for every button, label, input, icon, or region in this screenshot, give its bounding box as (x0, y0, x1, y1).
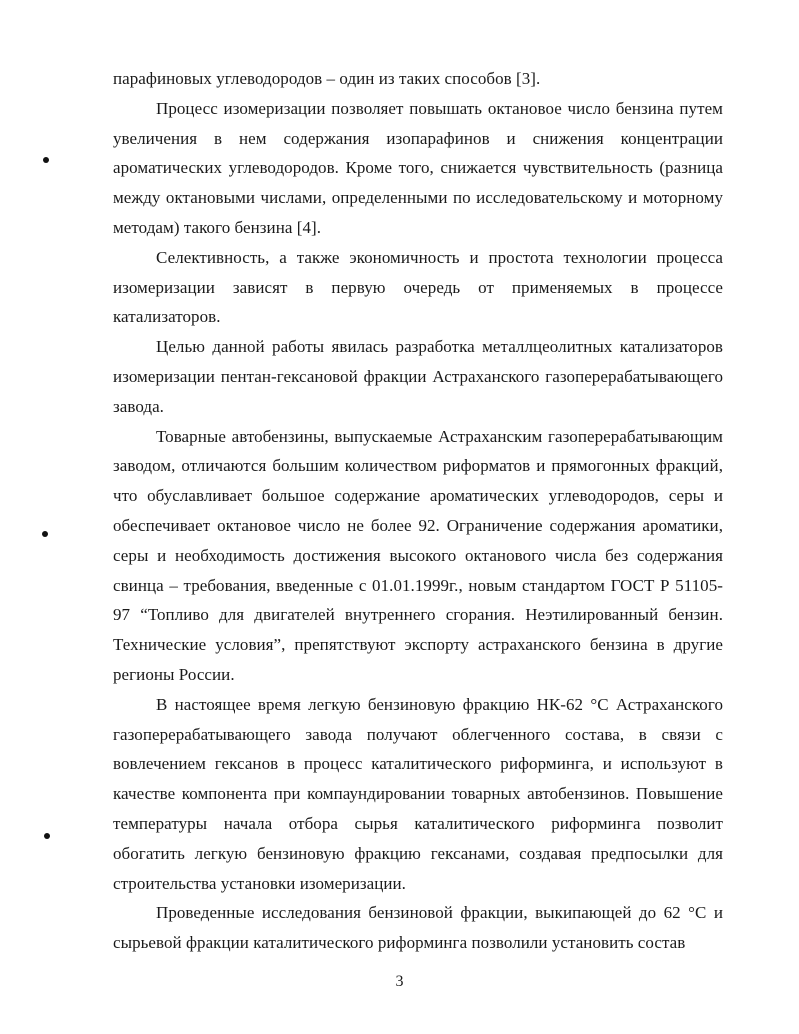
binding-hole-mark (43, 157, 49, 163)
paragraph-light-fraction: В настоящее время легкую бензиновую фракцию НК-62 °С Астраханского газоперерабатывающего завода получают облегченного состава, в связи с вовлечением гексанов в процесс каталитического риформинга, и используют в качестве компонента при компаундировании товарных автобензинов. Повышение температуры начала отбора сырья каталитического риформинга позволит обогатить легкую бензиновую фракцию гексанами, создавая предпосылки для строительства установки изомеризации. (113, 694, 723, 893)
paragraph-continuation: парафиновых углеводородов – один из таких способов [3]. (113, 69, 541, 88)
paragraph-selectivity: Селективность, а также экономичность и простота технологии процесса изомеризации зависят в первую очередь от применяемых в процессе катализаторов. (113, 247, 723, 327)
body-text (113, 64, 723, 958)
paragraph-goal: Целью данной работы явилась разработка металлцеолитных катализаторов изомеризации пентан-гексановой фракции Астраханского газоперерабатывающего завода. (113, 337, 723, 416)
binding-hole-mark (42, 531, 48, 537)
paragraph-commercial-gasoline: Товарные автобензины, выпускаемые Астраханским газоперерабатывающим заводом, отличаются большим количеством риформатов и прямогонных фракций, что обуславливает большое содержание ароматических углеводородов, серы и обеспечивает октановое число не более 92. Ограничение содержания ароматики, серы и необходимость достижения высокого октанового числа без содержания свинца – требования, введенные с 01.01.1999г., новым стандартом ГОСТ Р 51105-97 “Топливо для двигателей внутреннего сгорания. Неэтилированный бензин. Технические условия”, препятствуют экспорту астраханского бензина в другие регионы России. (113, 426, 723, 684)
paragraph-isomerization-process: Процесс изомеризации позволяет повышать октановое число бензина путем увеличения в нем содержания изопарафинов и снижения концентрации ароматических углеводородов. Кроме того, снижается чувствительность (разница между октановыми числами, определенными по исследовательскому и моторному методам) такого бензина [4]. (113, 98, 723, 237)
paragraph-studies: Проведенные исследования бензиновой фракции, выкипающей до 62 °С и сырьевой фракции каталитического риформинга позволили установить состав (113, 903, 723, 953)
page-number: 3 (395, 973, 404, 990)
binding-hole-mark (44, 833, 50, 839)
